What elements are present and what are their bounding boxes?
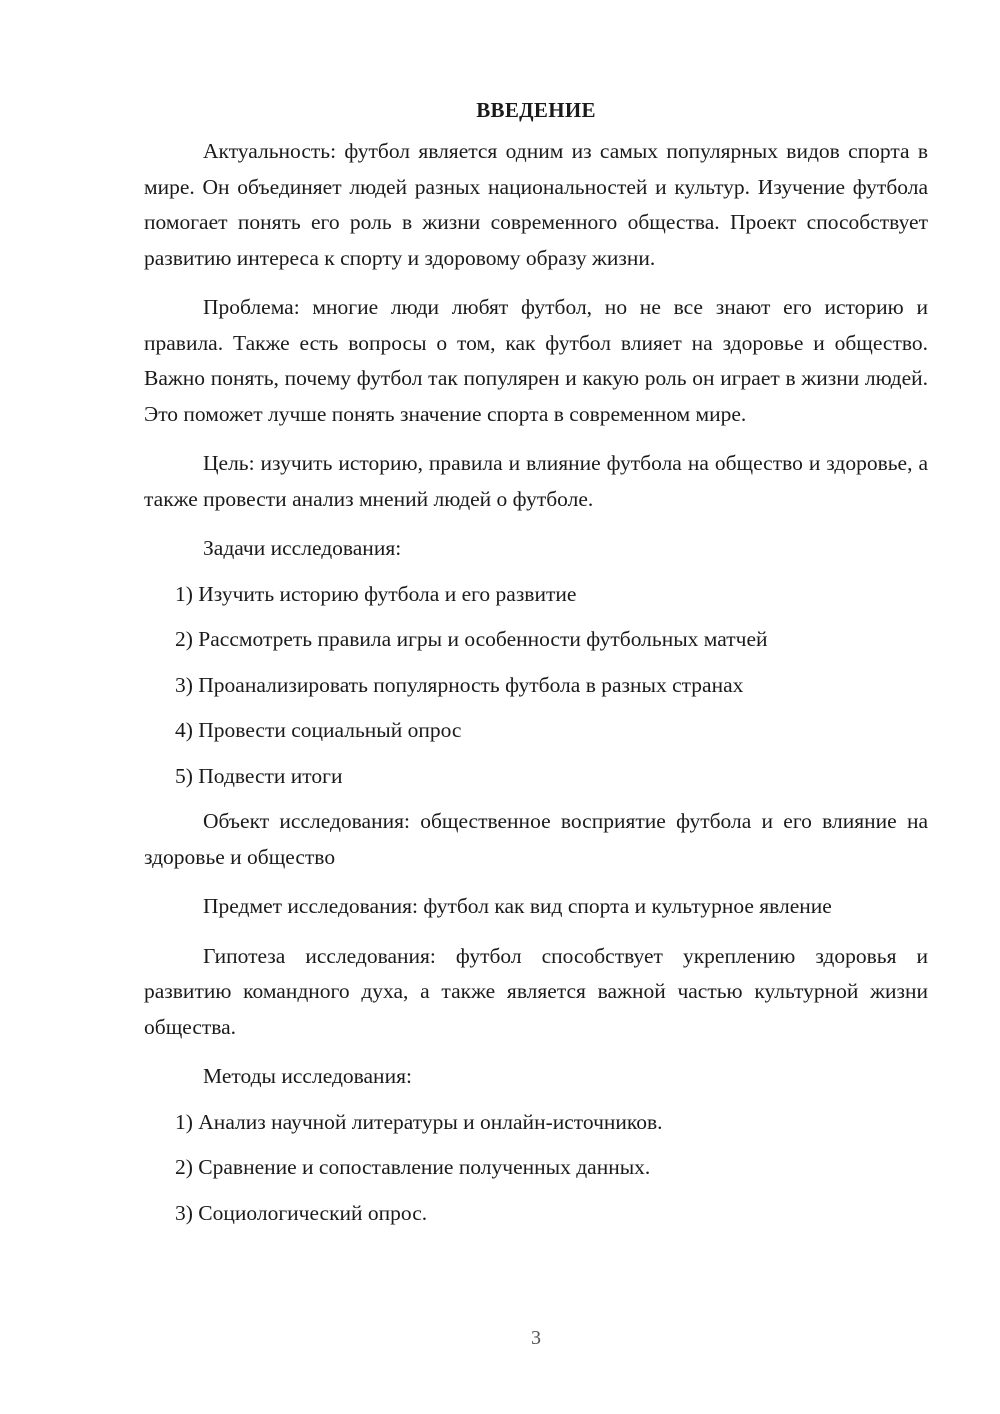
methods-list [144,1105,928,1232]
tasks-list [144,577,928,795]
methods-heading: Методы исследования: [203,1064,412,1088]
tasks-heading: Задачи исследования: [203,536,402,560]
document-page [144,92,928,1241]
list-item: 1) Изучить историю футбола и его развитие [175,581,577,606]
problem-paragraph: Проблема: многие люди любят футбол, но не все знают его историю и правила. Также есть вопросы о том, как футбол влияет на здоровье и общество. Важно понять, почему футбол так популярен и какую роль он играет в жизни людей. Это поможет лучше понять значение спорта в современном мире. [144,295,928,426]
list-item: 1) Анализ научной литературы и онлайн-источников. [175,1109,663,1134]
hypothesis-paragraph: Гипотеза исследования: футбол способствует укреплению здоровья и развитию командного духа, а также является важной частью культурной жизни общества. [144,943,928,1039]
page-number: 3 [531,1327,541,1349]
list-item: 3) Социологический опрос. [175,1200,428,1225]
list-item: 2) Рассмотреть правила игры и особенности футбольных матчей [175,627,768,651]
list-item: 4) Провести социальный опрос [175,718,462,742]
goal-paragraph: Цель: изучить историю, правила и влияние футбола на общество и здоровье, а также провести анализ мнений людей о футболе. [144,451,928,511]
list-item: 5) Подвести итоги [175,763,343,788]
object-paragraph: Объект исследования: общественное восприятие футбола и его влияние на здоровье и общество [144,809,928,869]
relevance-paragraph: Актуальность: футбол является одним из самых популярных видов спорта в мире. Он объединяет людей разных национальностей и культур. Изучение футбола помогает понять его роль в жизни современного общества. Проект способствует развитию интереса к спорту и здоровому образу жизни. [144,139,928,270]
page-title: ВВЕДЕНИЕ [476,98,596,122]
list-item: 2) Сравнение и сопоставление полученных данных. [175,1155,651,1179]
subject-paragraph: Предмет исследования: футбол как вид спорта и культурное явление [203,894,832,918]
list-item: 3) Проанализировать популярность футбола в разных странах [175,672,744,697]
